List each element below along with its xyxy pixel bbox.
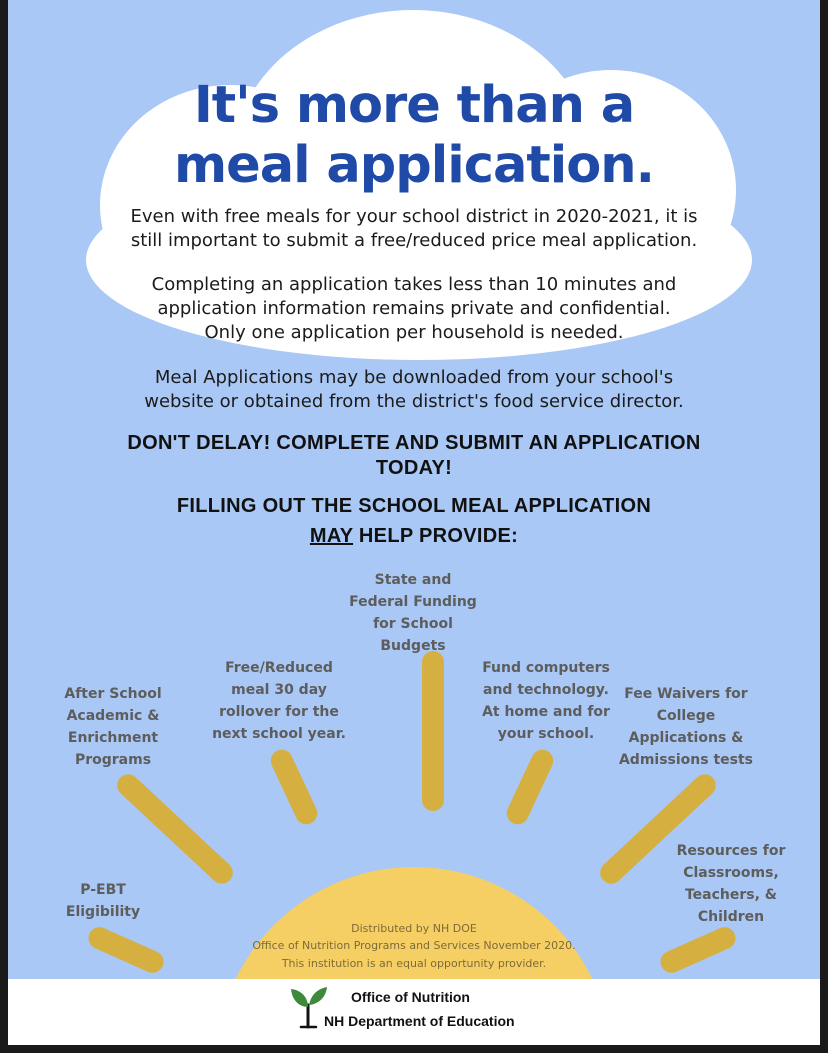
- intro-line-2: still important to submit a free/reduced price meal application.: [130, 230, 698, 251]
- footer-office: Office of Nutrition: [351, 989, 470, 1005]
- headline-line-2: meal application.: [173, 136, 654, 195]
- privacy-line-2: application information remains private and confidential.: [157, 298, 671, 319]
- privacy-line-3: Only one application per household is needed.: [204, 322, 624, 343]
- sprout-icon: [289, 985, 329, 1029]
- download-line-2: website or obtained from the district's food service director.: [144, 391, 684, 412]
- cta-line-2: TODAY!: [375, 457, 453, 479]
- distribution-line-2: Office of Nutrition Programs and Services November 2020.: [252, 939, 576, 952]
- ray-top: [422, 651, 444, 811]
- cta-line-1: DON'T DELAY! COMPLETE AND SUBMIT AN APPLICATION: [127, 432, 701, 454]
- distribution-line-1: Distributed by NH DOE: [351, 922, 477, 935]
- benefit-state-federal-funding: State and Federal Funding for School Budgets: [349, 572, 477, 654]
- footer-department: NH Department of Education: [324, 1013, 515, 1029]
- headline-line-1: It's more than a: [193, 76, 635, 135]
- flyer: [8, 0, 820, 1053]
- privacy-line-1: Completing an application takes less than 10 minutes and: [151, 274, 677, 295]
- benefit-meal-rollover: Free/Reduced meal 30 day rollover for the next school year.: [212, 660, 346, 742]
- footer: [8, 979, 820, 1045]
- may-help-line-2: [8, 524, 820, 549]
- bottom-border: [0, 1045, 828, 1053]
- may-emphasis: MAY: [309, 525, 354, 547]
- download-line-1: Meal Applications may be downloaded from your school's: [154, 367, 674, 388]
- intro-line-1: Even with free meals for your school district in 2020-2021, it is: [130, 206, 698, 227]
- ray-left-mid: [113, 770, 238, 888]
- ray-left-inner: [267, 746, 321, 828]
- may-help-rest: HELP PROVIDE:: [353, 525, 519, 547]
- benefit-fee-waivers: Fee Waivers for College Applications & Admissions tests: [618, 686, 754, 768]
- benefit-pebt: P-EBT Eligibility: [65, 882, 141, 920]
- benefit-after-school: After School Academic & Enrichment Programs: [64, 686, 162, 768]
- benefit-computers-technology: Fund computers and technology. At home and for your school.: [482, 660, 610, 742]
- distribution-line-3: This institution is an equal opportunity provider.: [281, 957, 547, 970]
- ray-right-inner: [503, 746, 557, 828]
- benefit-resources: Resources for Classrooms, Teachers, & Children: [676, 843, 786, 925]
- may-help-line-1: FILLING OUT THE SCHOOL MEAL APPLICATION: [176, 495, 652, 517]
